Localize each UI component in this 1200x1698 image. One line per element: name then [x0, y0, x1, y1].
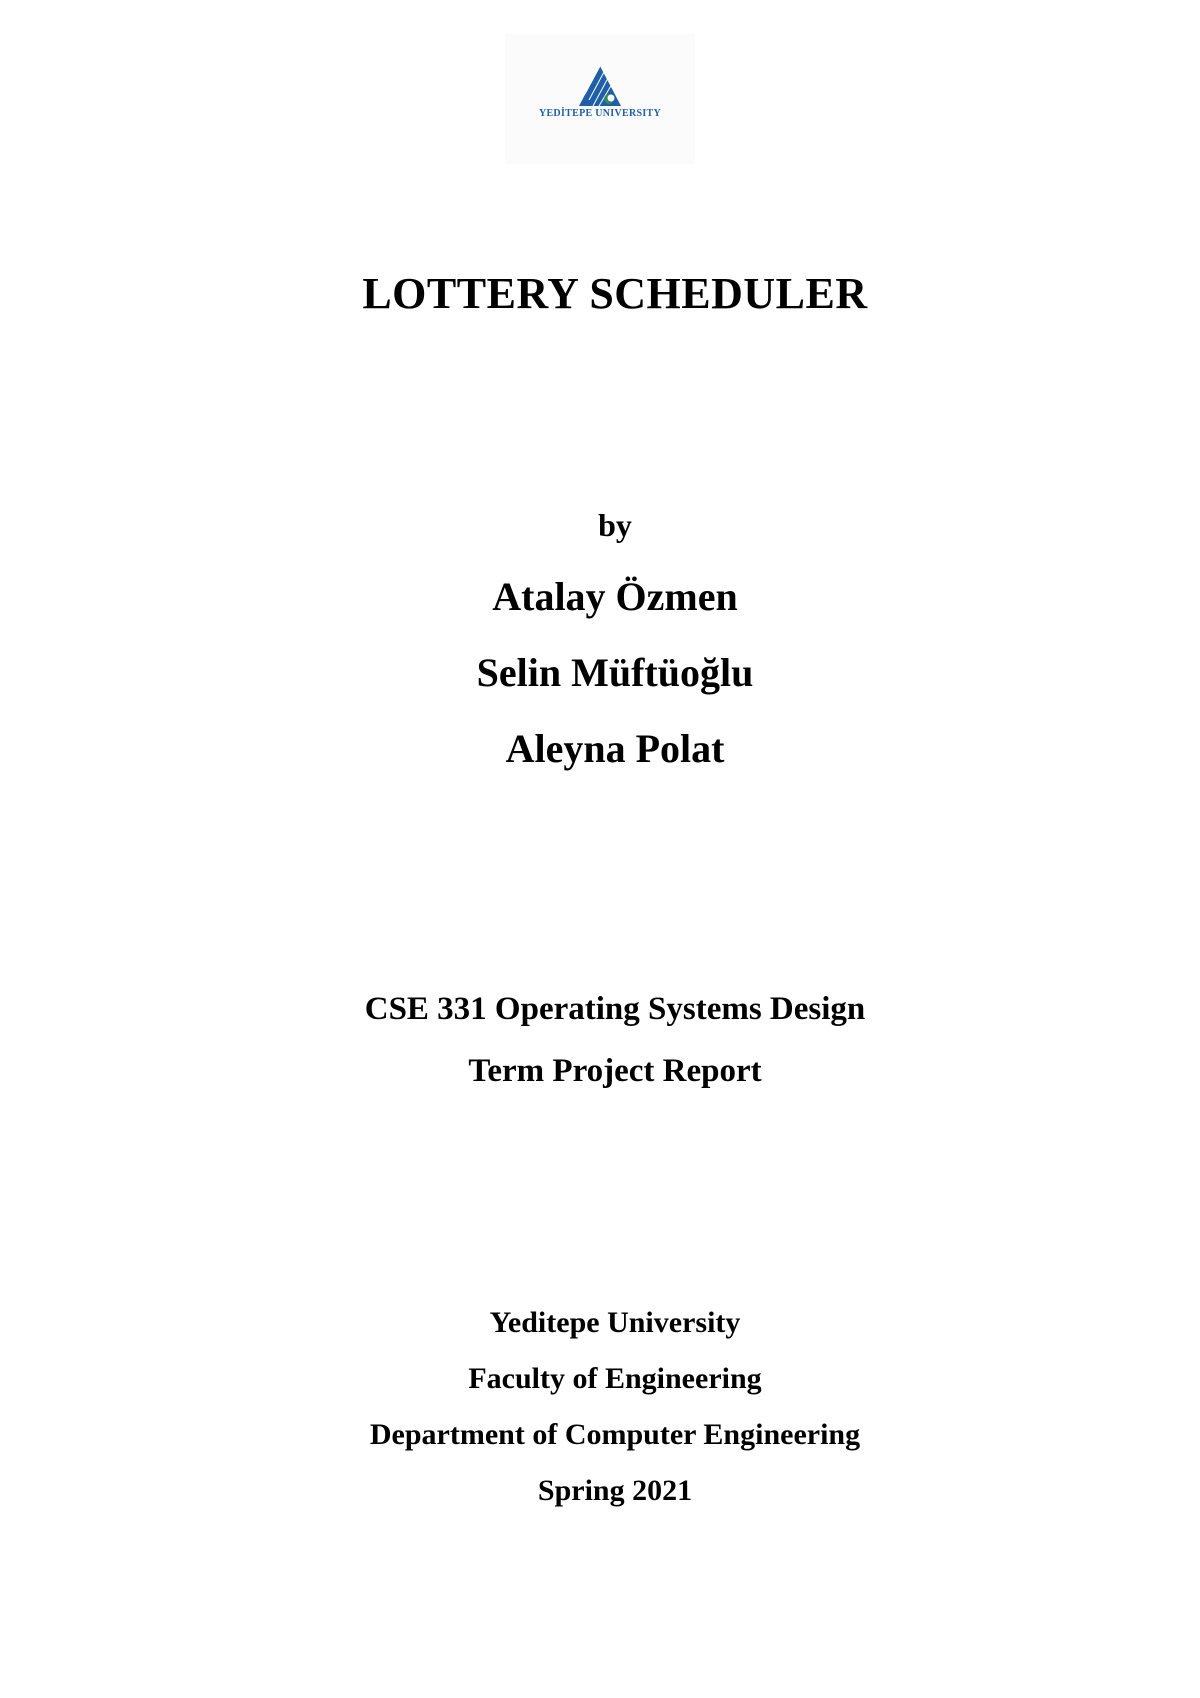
department-name: Department of Computer Engineering — [369, 1418, 861, 1451]
university-name: Yeditepe University — [489, 1306, 741, 1339]
author-name: Aleyna Polat — [505, 726, 725, 771]
report-title: LOTTERY SCHEDULER — [362, 269, 868, 318]
logo-wordmark: YEDİTEPE UNIVERSITY — [538, 108, 662, 119]
author-name: Atalay Özmen — [492, 574, 738, 619]
pyramid-logo-icon — [505, 34, 695, 164]
course-name: CSE 331 Operating Systems Design — [364, 991, 866, 1027]
university-logo — [505, 34, 695, 164]
byline: by — [598, 507, 632, 543]
faculty-name: Faculty of Engineering — [468, 1362, 762, 1395]
author-name: Selin Müftüoğlu — [476, 650, 754, 695]
term: Spring 2021 — [537, 1474, 693, 1507]
report-type: Term Project Report — [468, 1053, 762, 1089]
